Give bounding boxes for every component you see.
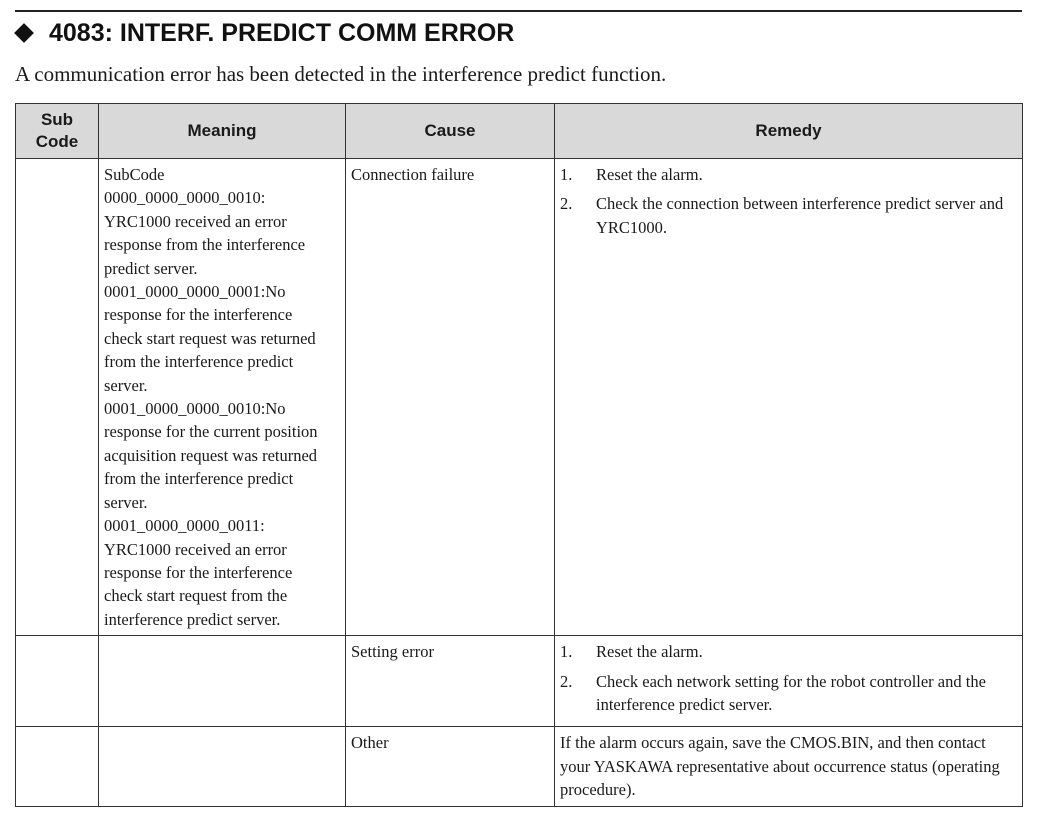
remedy-list: [560, 640, 1017, 716]
remedy-step-number: 1.: [560, 642, 573, 662]
header-sub-code-line1: Sub: [40, 110, 74, 129]
remedy-cell: [555, 159, 1023, 636]
table-row: [16, 159, 1023, 636]
table-row: [16, 727, 1023, 806]
table-header-row: [16, 104, 1023, 159]
meaning-line: server.: [104, 492, 148, 512]
table-row: [16, 636, 1023, 727]
meaning-line: response from the interference: [104, 235, 306, 255]
meaning-cell: [99, 727, 346, 806]
remedy-step: [560, 640, 1017, 663]
sub-code-cell: [16, 159, 99, 636]
remedy-step-text: Check each network setting for the robot controller and the interference predict server.: [596, 671, 986, 714]
meaning-line: predict server.: [104, 258, 198, 278]
meaning-line: interference predict server.: [104, 609, 281, 629]
meaning-line: YRC1000 received an error: [104, 211, 287, 231]
meaning-line: server.: [104, 375, 148, 395]
remedy-cell: [555, 636, 1023, 727]
meaning-line: 0001_0000_0000_0011:: [104, 516, 265, 536]
meaning-line: response for the interference: [104, 562, 293, 582]
meaning-line: response for the current position: [104, 422, 318, 442]
meaning-line: check start request was returned: [104, 328, 316, 348]
remedy-cell: If the alarm occurs again, save the CMOS.BIN, and then contact your YASKAWA representative about occurrence status (operating procedure).: [555, 727, 1023, 806]
header-remedy: Remedy: [555, 104, 1023, 159]
cause-cell: Connection failure: [346, 159, 555, 636]
section-heading: [15, 16, 514, 50]
header-sub-code-line2: Code: [35, 132, 79, 151]
meaning-line: check start request from the: [104, 586, 288, 606]
meaning-line: 0001_0000_0000_0001:No: [104, 282, 286, 302]
remedy-step-number: 2.: [560, 194, 573, 214]
meaning-line: response for the interference: [104, 305, 293, 325]
remedy-step-text: Reset the alarm.: [596, 165, 703, 184]
meaning-line: 0001_0000_0000_0010:No: [104, 399, 286, 419]
meaning-line: 0000_0000_0000_0010:: [104, 188, 266, 208]
meaning-line: from the interference predict: [104, 352, 294, 372]
remedy-step-text: Reset the alarm.: [596, 642, 703, 662]
remedy-step-number: 1.: [560, 165, 573, 184]
sub-code-cell: [16, 727, 99, 806]
remedy-step-text: Check the connection between interference predict server and YRC1000.: [596, 194, 1004, 237]
page-title: 4083: INTERF. PREDICT COMM ERROR: [49, 18, 515, 47]
cause-cell: Setting error: [346, 636, 555, 727]
meaning-cell: [99, 159, 346, 636]
header-sub-code: [16, 104, 99, 159]
top-rule: [15, 10, 1022, 12]
header-meaning: Meaning: [99, 104, 346, 159]
cause-cell: Other: [346, 727, 555, 806]
alarm-table: [15, 103, 1023, 807]
remedy-step: [560, 163, 1017, 186]
remedy-step-number: 2.: [560, 671, 573, 691]
remedy-step: [560, 192, 1017, 239]
meaning-line: YRC1000 received an error: [104, 539, 287, 559]
meaning-cell: [99, 636, 346, 727]
header-cause: Cause: [346, 104, 555, 159]
meaning-line: acquisition request was returned: [104, 445, 318, 465]
meaning-line: from the interference predict: [104, 469, 294, 489]
sub-code-cell: [16, 636, 99, 727]
remedy-step: [560, 670, 1017, 717]
remedy-list: [560, 163, 1017, 239]
diamond-bullet-icon: [14, 23, 34, 43]
meaning-line: SubCode: [104, 165, 165, 184]
alarm-description: A communication error has been detected in the interference predict function.: [15, 62, 667, 86]
